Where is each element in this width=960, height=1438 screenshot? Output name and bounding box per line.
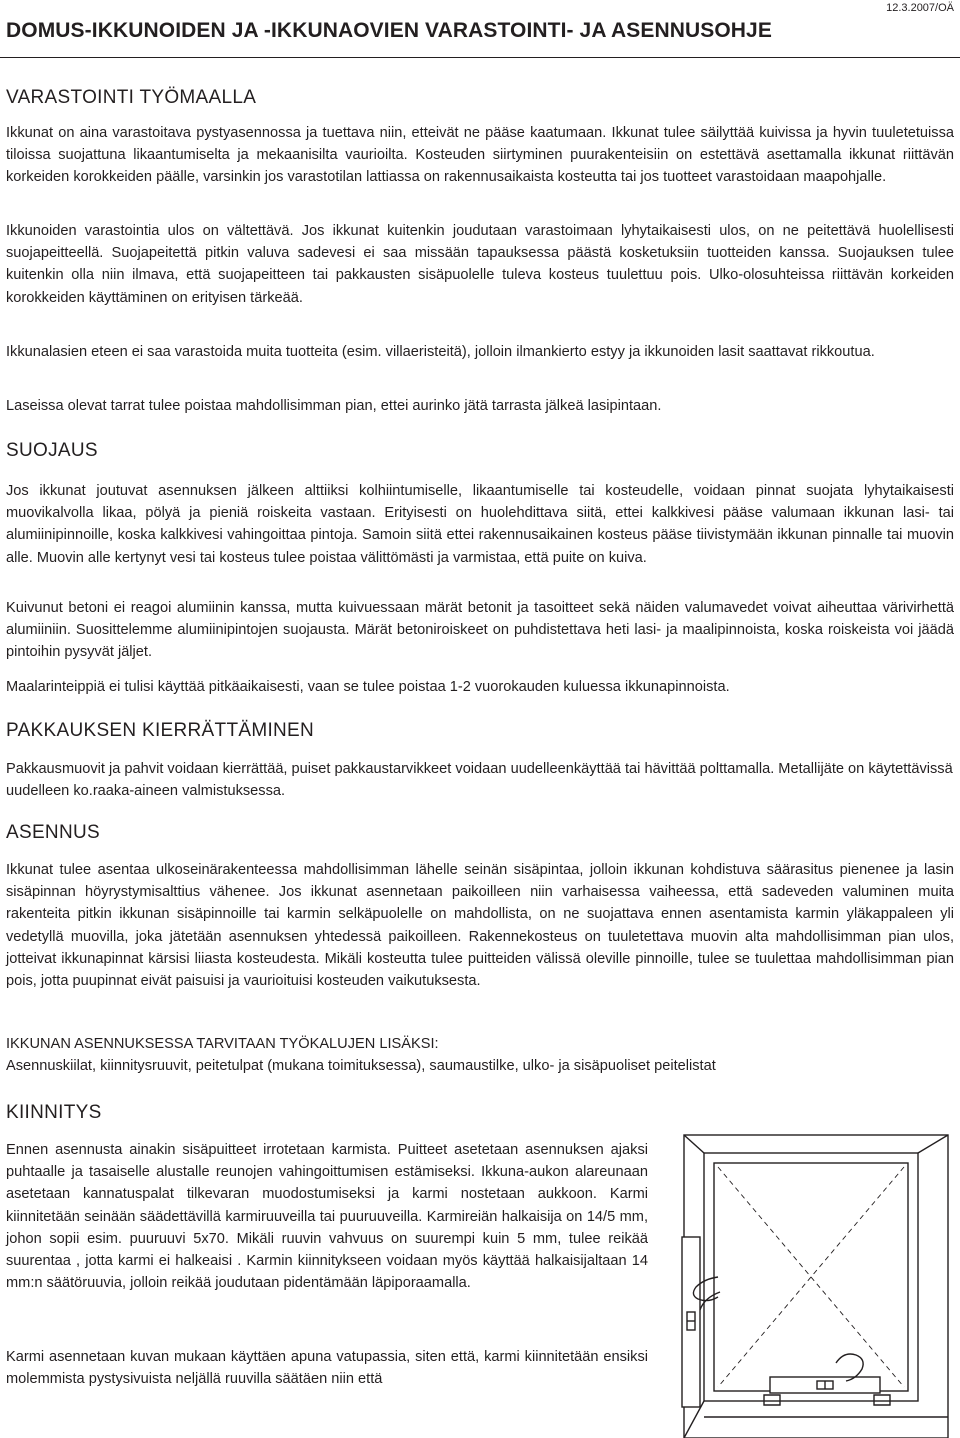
fastening-paragraph-1: Ennen asennusta ainakin sisäpuitteet irrotetaan karmista. Puitteet asetetaan asennuksen ajaksi puhtaalle ja tasaiselle alustalle reunojen vahingoittumisen estämiseksi. Ikkuna-aukon alareunaan asetetaan kannatuspalat tilkevaran muodostumiseksi ja karmi nostetaan aukkoon. Karmi kiinnitetään seinään säädettävillä karmiruuveilla tai puuruuveilla. Karmireiän halkaisija on 14/5 mm, johon sopii esim. puuruuvi 5x70. Mikäli ruuvin vahvuus on suurempi kuin 5 mm, tulee reikää suurentaa , jotta karmi ei halkeaisi . Karmin kiinnitykseen voidaan myös käyttää halkaisijaltaan 14 mm:n säätöruuvia, jolloin reikää joudutaan pidentämään läpiporaamalla. <box>6 1142 648 1292</box>
date-stamp: 12.3.2007/OÄ <box>886 2 954 14</box>
recycling-paragraph-1: Pakkausmuovit ja pahvit voidaan kierrättää, puiset pakkaustarvikkeet voidaan uudelleenkäyttää tai hävittää polttamalla. Metallijäte on käytettävissä uudelleen ko.raaka-aineen valmistuksessa. <box>6 761 953 800</box>
tools-list: Asennuskiilat, kiinnitysruuvit, peitetulpat (mukana toimituksessa), saumaustilke, ulko- ja sisäpuoliset peitelistat <box>6 1058 716 1074</box>
tools-heading: IKKUNAN ASENNUKSESSA TARVITAAN TYÖKALUJEN LISÄKSI: <box>6 1036 439 1052</box>
window-frame-installation-illustration <box>660 1127 956 1438</box>
protection-paragraph-2: Kuivunut betoni ei reagoi alumiinin kanssa, mutta kuivuessaan märät betonit ja tasoitteet sekä näiden valumavedet voivat aiheuttaa värivirhettä alumiiniin. Suosittelemme alumiinipintojen suojausta. Märät betoniroiskeet on puhdistettava heti lasi- ja maalipinnoista, koska roiskeista voi jäädä pintoihin pysyvät jäljet. <box>6 600 954 661</box>
section-heading-installation: ASENNUS <box>6 822 100 843</box>
section-heading-fastening: KIINNITYS <box>6 1102 102 1123</box>
protection-paragraph-1: Jos ikkunat joutuvat asennuksen jälkeen alttiiksi kolhiintumiselle, likaantumiselle tai kosteudelle, voidaan pinnat suojata lyhytaikaisesti muovikalvolla likaa, pölyä ja pieniä roiskeita vastaan. Erityisesti on huolehdittava siitä, ettei kalkkivesi pääse valumaan ikkunan lasi- tai alumiinipinnoille, koska kalkkivesi vahingoittaa pintoja. Samoin siitä ettei rakennusaikainen kosteus pääse tiivistymään ikkunan pinnalle tai muovin alle. Muovin alle kertynyt vesi tai kosteus tulee poistaa välittömästi ja varmistaa, että puite on kuiva. <box>6 483 954 566</box>
title-divider <box>0 57 960 58</box>
protection-paragraph-3: Maalarinteippiä ei tulisi käyttää pitkäaikaisesti, vaan se tulee poistaa 1-2 vuorokauden kuluessa ikkunapinnoista. <box>6 679 730 695</box>
diagonal-measure-lines <box>718 1167 904 1387</box>
section-heading-storage: VARASTOINTI TYÖMAALLA <box>6 87 257 108</box>
support-block <box>764 1395 890 1405</box>
storage-paragraph-1: Ikkunat on aina varastoitava pystyasennossa ja tuettava niin, etteivät ne pääse kaatumaan. Ikkunat tulee säilyttää kuivissa ja hyvin tuuletetuissa tiloissa suojattuna likaantumiselta ja mekaanisilta vaurioilta. Kosteuden siirtyminen puurakenteisiin on estettävä asettamalla ikkunat riittävän korkeiden korokkeiden päälle, varsinkin jos varastotilan lattiassa on rakennusaikaista kosteutta tai jos tuotteet varastoidaan maapohjalle. <box>6 125 954 186</box>
storage-paragraph-2: Ikkunoiden varastointia ulos on vältettävä. Jos ikkunat kuitenkin joudutaan varastoimaan lyhytaikaisesti ulos, on ne peitettävä huolellisesti suojapeitteellä. Suojapeitettä pitkin valuva sadevesi ei saa missään tapauksessa päästä kosketuksiin tuotteiden kanssa. Suojauksen tulee kuitenkin olla niin ilmava, että suojapeitteen tai pakkausten sisäpuolelle tuleva kosteus tuulettuu pois. Ulko-olosuhteissa riittävän korkeiden korokkeiden käyttäminen on erityisen tärkeää. <box>6 223 954 306</box>
section-heading-recycling: PAKKAUKSEN KIERRÄTTÄMINEN <box>6 720 315 741</box>
document-title: DOMUS-IKKUNOIDEN JA -IKKUNAOVIEN VARASTOINTI- JA ASENNUSOHJE <box>6 19 772 42</box>
storage-paragraph-3: Ikkunalasien eteen ei saa varastoida muita tuotteita (esim. villaeristeitä), jolloin ilmankierto estyy ja ikkunoiden lasit saattavat rikkoutua. <box>6 344 875 360</box>
storage-paragraph-4: Laseissa olevat tarrat tulee poistaa mahdollisimman pian, ettei aurinko jätä tarrasta jälkeä lasipintaan. <box>6 398 662 414</box>
installation-paragraph-1: Ikkunat tulee asentaa ulkoseinärakenteessa mahdollisimman lähelle seinän sisäpintaa, jolloin ikkunan kohdistuva säärasitus pienenee ja lasin sisäpinnan höyrystymisalttius vähenee. Jos ikkunat asennetaan paikoilleen niin varhaisessa vaiheessa, että sadeveden valuminen muita rakenteita pitkin ikkunan sisäpinnoille tai karmin selkäpuolelle on mahdollista, on ne suojattava ennen asentamista karmin yläkappaleen yli vedetyllä muovilla, joka jätetään asennuksen yhtedessä paikoilleen. Rakennekosteus on tuuletettava muovin alta mahdollisimman pian ulos, jotteivat ikkunapinnat kärsisi liiasta kosteudesta. Mikäli kosteutta tulee puitteiden välissä oleville pinnoille, tulee se tuulettaa mahdollisimman pian pois, jotta puupinnat eivät paisuisi ja vaurioituisi kosteuden vaikutuksesta. <box>6 862 954 990</box>
fastening-paragraph-2: Karmi asennetaan kuvan mukaan käyttäen apuna vatupassia, siten että, karmi kiinnitetään ensiksi molemmista pystysivuista neljällä ruuvilla säätäen niin että <box>6 1349 648 1388</box>
section-heading-protection: SUOJAUS <box>6 440 98 461</box>
